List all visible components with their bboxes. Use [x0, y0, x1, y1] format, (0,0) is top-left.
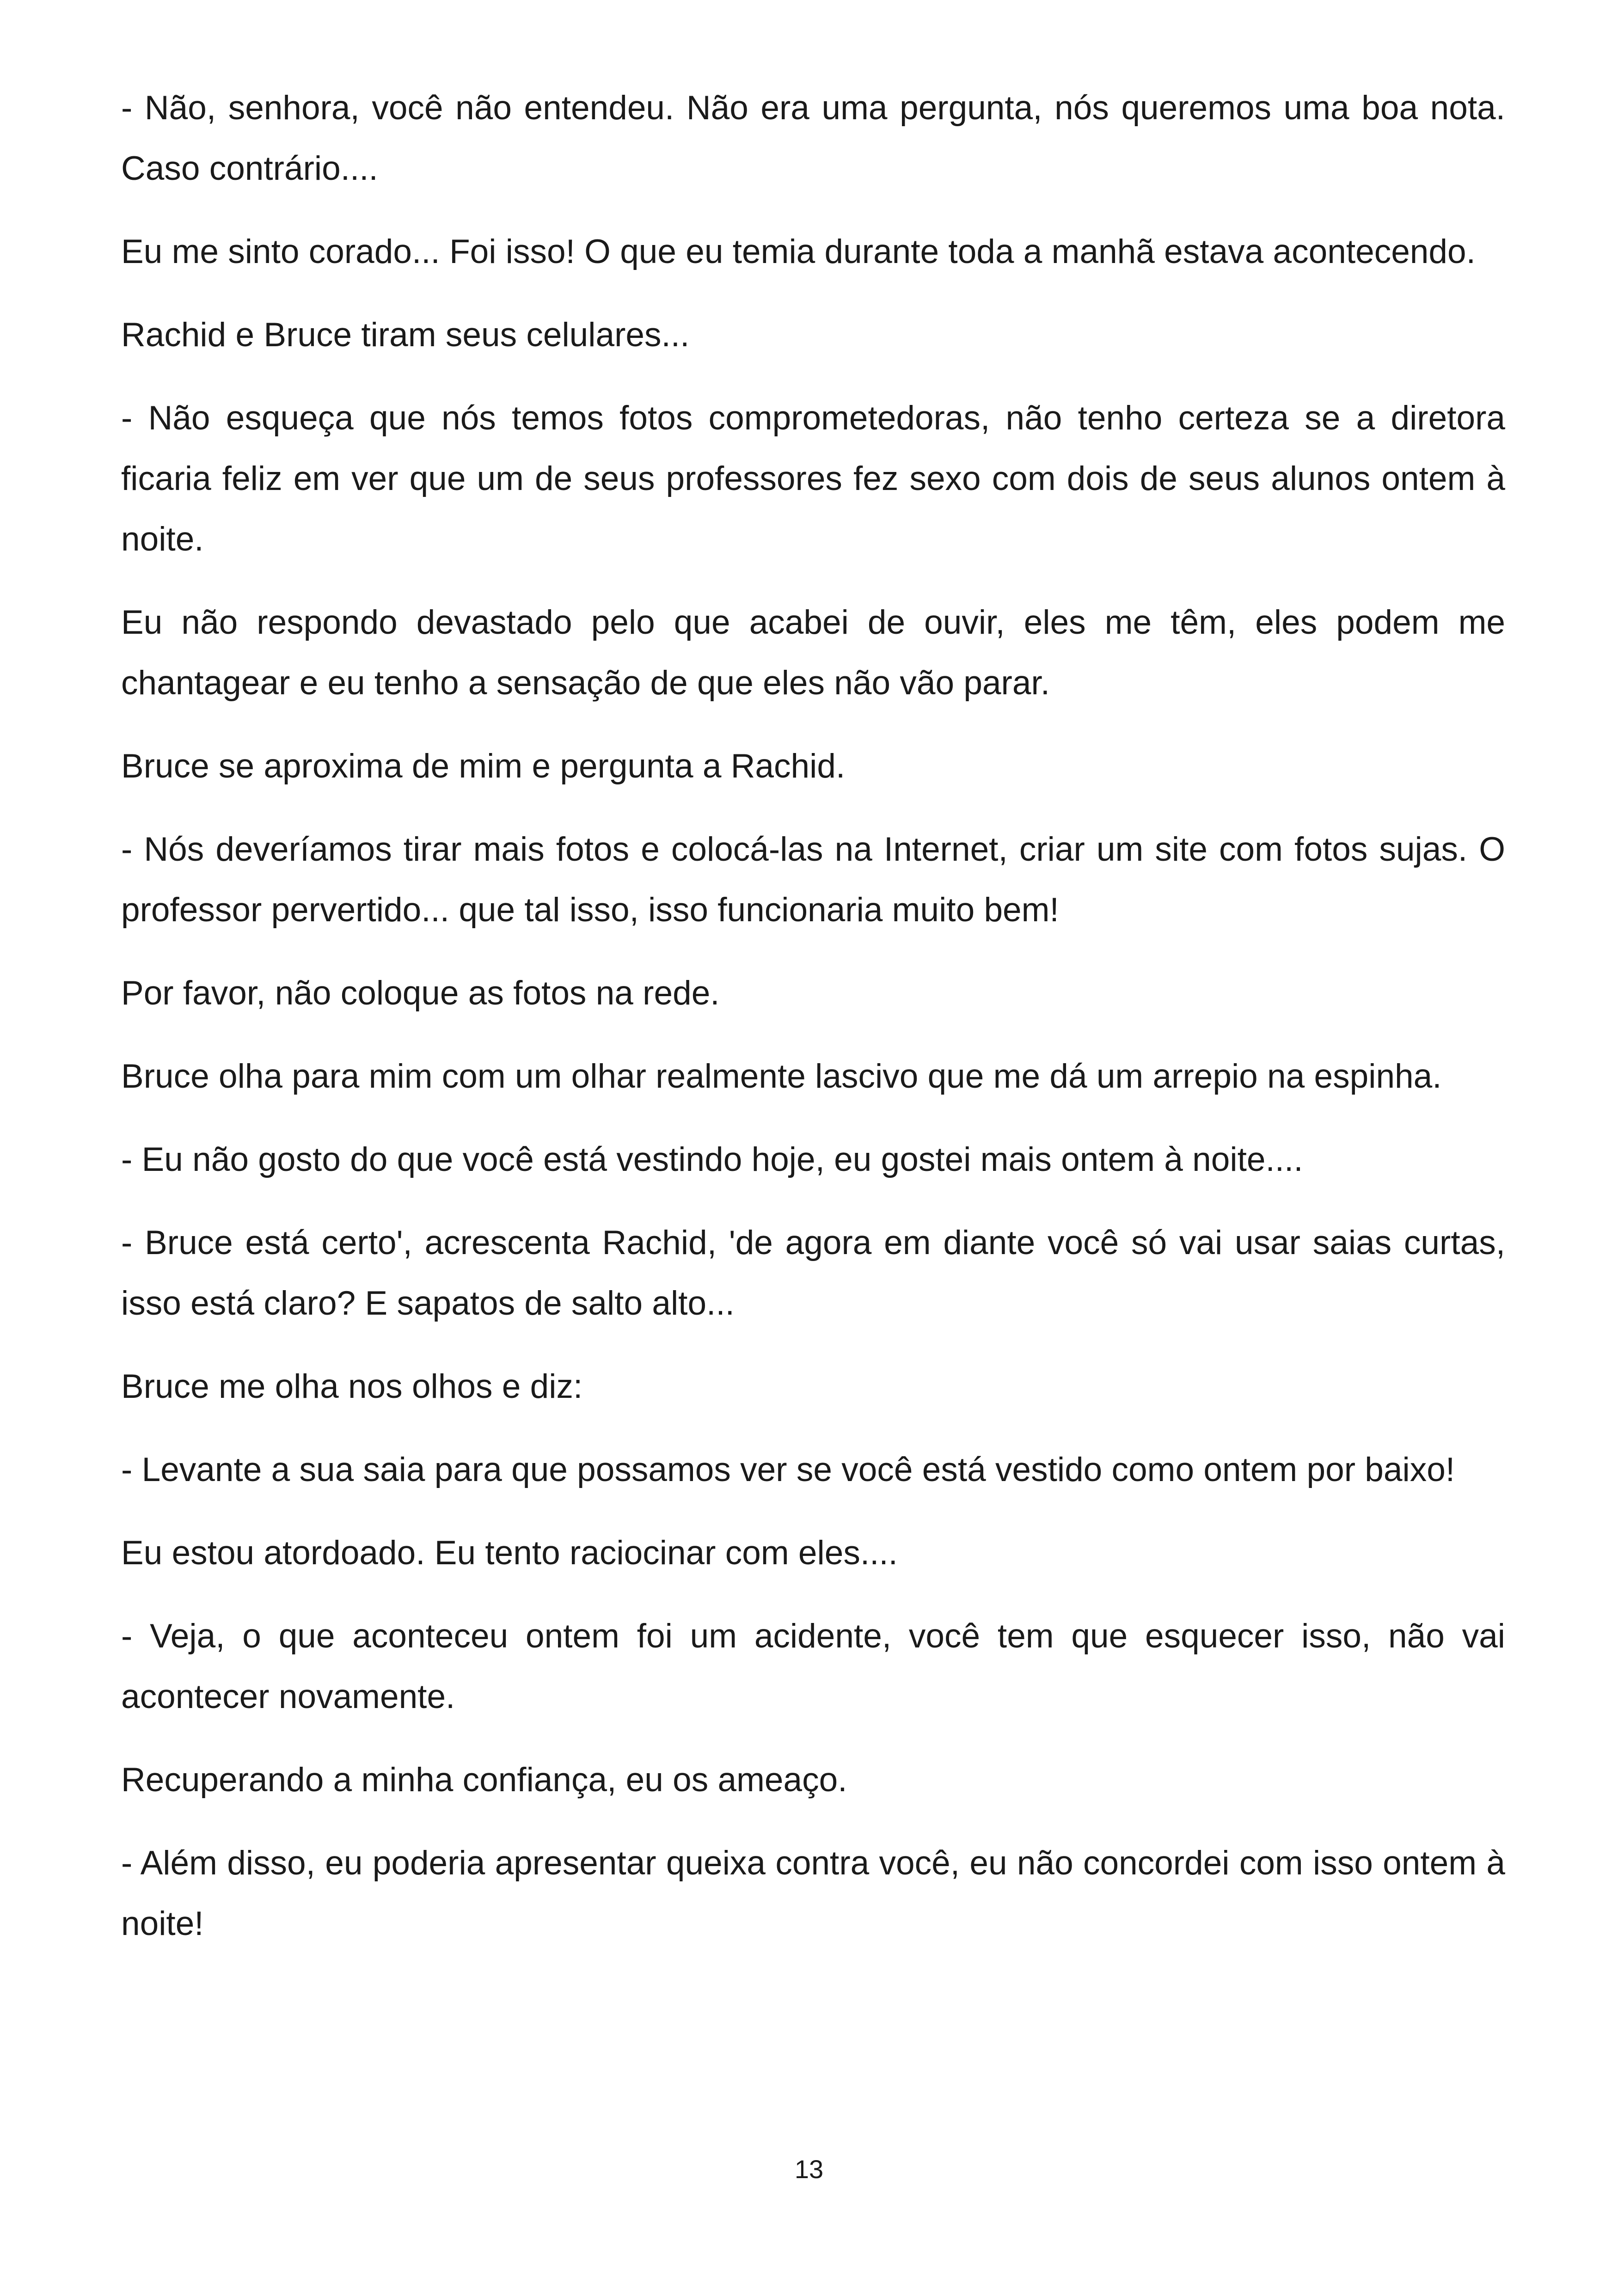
paragraph-17: - Além disso, eu poderia apresentar queixa contra você, eu não concordei com isso ontem à noite! — [121, 1844, 1505, 1942]
paragraph-10: - Eu não gosto do que você está vestindo hoje, eu gostei mais ontem à noite.... — [121, 1141, 1303, 1178]
paragraph-7: - Nós deveríamos tirar mais fotos e colocá-las na Internet, criar um site com fotos sujas. O professor pervertido... que tal isso, isso funcionaria muito bem! — [121, 831, 1505, 929]
paragraph-13: - Levante a sua saia para que possamos ver se você está vestido como ontem por baixo! — [121, 1451, 1455, 1488]
paragraph-11: - Bruce está certo', acrescenta Rachid, 'de agora em diante você só vai usar saias curtas, isso está claro? E sapatos de salto alto... — [121, 1224, 1505, 1322]
paragraph-6: Bruce se aproxima de mim e pergunta a Rachid. — [121, 747, 846, 785]
paragraph-1: - Não, senhora, você não entendeu. Não era uma pergunta, nós queremos uma boa nota. Caso contrário.... — [121, 89, 1505, 187]
paragraph-14: Eu estou atordoado. Eu tento raciocinar com eles.... — [121, 1534, 898, 1572]
paragraph-5: Eu não respondo devastado pelo que acabei de ouvir, eles me têm, eles podem me chantagear e eu tenho a sensação de que eles não vão parar. — [121, 604, 1505, 702]
paragraph-9: Bruce olha para mim com um olhar realmente lascivo que me dá um arrepio na espinha. — [121, 1058, 1442, 1095]
paragraph-16: Recuperando a minha confiança, eu os ameaço. — [121, 1761, 847, 1799]
paragraph-3: Rachid e Bruce tiram seus celulares... — [121, 316, 690, 354]
paragraph-8: Por favor, não coloque as fotos na rede. — [121, 974, 720, 1012]
paragraph-2: Eu me sinto corado... Foi isso! O que eu temia durante toda a manhã estava acontecendo. — [121, 233, 1476, 270]
paragraph-15: - Veja, o que aconteceu ontem foi um acidente, você tem que esquecer isso, não vai acontecer novamente. — [121, 1617, 1505, 1715]
page-body — [121, 78, 1505, 1977]
page-number: 13 — [794, 2155, 824, 2184]
paragraph-12: Bruce me olha nos olhos e diz: — [121, 1368, 583, 1405]
paragraph-4: - Não esqueça que nós temos fotos comprometedoras, não tenho certeza se a diretora ficaria feliz em ver que um de seus professores fez sexo com dois de seus alunos ontem à noite. — [121, 399, 1505, 558]
